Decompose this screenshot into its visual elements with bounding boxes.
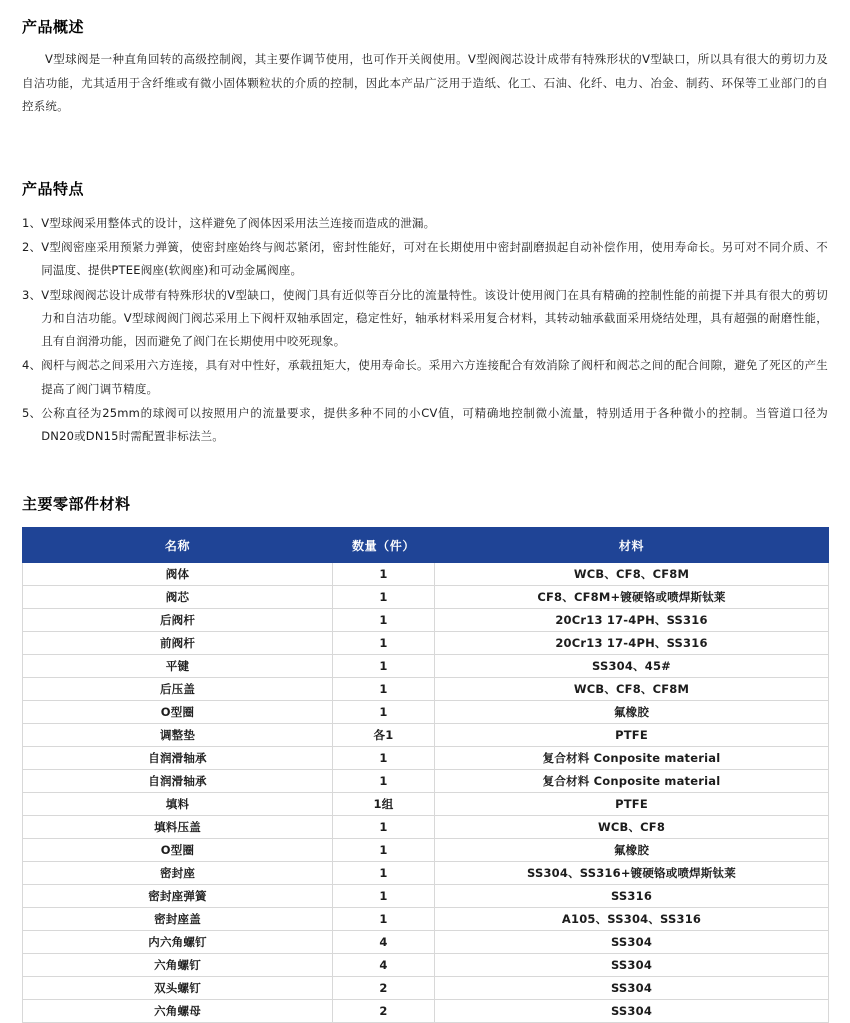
table-row [23, 931, 829, 954]
cell-part-name: 六角螺母 [23, 1000, 333, 1023]
cell-material: PTFE [435, 793, 829, 816]
cell-quantity: 1 [333, 701, 435, 724]
cell-part-name: 后阀杆 [23, 609, 333, 632]
cell-quantity: 4 [333, 954, 435, 977]
cell-part-name: O型圈 [23, 701, 333, 724]
cell-part-name: 密封座盖 [23, 908, 333, 931]
table-row [23, 609, 829, 632]
cell-quantity: 1 [333, 862, 435, 885]
cell-quantity: 各1 [333, 724, 435, 747]
table-row [23, 747, 829, 770]
cell-part-name: 六角螺钉 [23, 954, 333, 977]
table-header [23, 528, 829, 563]
cell-material: SS304、SS316+镀硬铬或喷焊斯钛莱 [435, 862, 829, 885]
cell-material: WCB、CF8、CF8M [435, 563, 829, 586]
feature-item [22, 402, 828, 448]
cell-material: SS316 [435, 885, 829, 908]
feature-text: 公称直径为25mm的球阀可以按照用户的流量要求，提供多种不同的小CV值，可精确地控制微小流量，特别适用于各种微小的控制。当管道口径为DN20或DN15时需配置非标法兰。 [41, 405, 828, 443]
cell-material: A105、SS304、SS316 [435, 908, 829, 931]
cell-part-name: 自润滑轴承 [23, 747, 333, 770]
cell-material: 复合材料 Conposite material [435, 747, 829, 770]
cell-part-name: 双头螺钉 [23, 977, 333, 1000]
column-header-quantity: 数量（件） [333, 528, 435, 563]
table-row [23, 954, 829, 977]
cell-quantity: 1 [333, 816, 435, 839]
cell-material: SS304 [435, 931, 829, 954]
cell-material: WCB、CF8 [435, 816, 829, 839]
cell-quantity: 1 [333, 586, 435, 609]
feature-item [22, 284, 828, 354]
feature-item [22, 236, 828, 282]
cell-quantity: 1 [333, 632, 435, 655]
cell-part-name: 后压盖 [23, 678, 333, 701]
product-features-section [22, 180, 828, 449]
product-overview-section [22, 18, 828, 119]
table-row [23, 793, 829, 816]
cell-part-name: 内六角螺钉 [23, 931, 333, 954]
parts-material-table [22, 527, 829, 1023]
cell-material: SS304 [435, 1000, 829, 1023]
table-row [23, 586, 829, 609]
cell-part-name: 阀芯 [23, 586, 333, 609]
cell-quantity: 1 [333, 770, 435, 793]
table-row [23, 701, 829, 724]
feature-item [22, 354, 828, 400]
cell-part-name: 调整垫 [23, 724, 333, 747]
feature-number: 5、 [22, 405, 42, 420]
cell-quantity: 1 [333, 609, 435, 632]
cell-quantity: 1 [333, 908, 435, 931]
overview-paragraph: V型球阀是一种直角回转的高级控制阀，其主要作调节使用，也可作开关阀使用。V型阀阀芯设计成带有特殊形状的V型缺口，所以具有很大的剪切力及自洁功能，尤其适用于含纤维或有微小固体颗粒状的介质的控制，因此本产品广泛用于造纸、化工、石油、化纤、电力、冶金、制药、环保等工业部门的自控系统。 [22, 52, 828, 114]
cell-material: 复合材料 Conposite material [435, 770, 829, 793]
features-heading: 产品特点 [22, 180, 85, 198]
parts-material-section [22, 495, 828, 1023]
cell-part-name: 阀体 [23, 563, 333, 586]
table-row [23, 908, 829, 931]
feature-text: V型阀密座采用预紧力弹簧，使密封座始终与阀芯紧闭，密封性能好，可对在长期使用中密封副磨损起自动补偿作用，使用寿命长。另可对不同介质、不同温度、提供PTEE阀座(软阀座)和可动金属阀座。 [41, 240, 828, 278]
cell-quantity: 2 [333, 1000, 435, 1023]
table-row [23, 770, 829, 793]
column-header-material: 材料 [435, 528, 829, 563]
cell-material: SS304 [435, 977, 829, 1000]
table-header-row [23, 528, 829, 563]
table-row [23, 563, 829, 586]
cell-material: 20Cr13 17-4PH、SS316 [435, 609, 829, 632]
cell-material: SS304、45# [435, 655, 829, 678]
cell-quantity: 1 [333, 885, 435, 908]
cell-material: 氟橡胶 [435, 839, 829, 862]
cell-part-name: 填料压盖 [23, 816, 333, 839]
cell-quantity: 4 [333, 931, 435, 954]
feature-text: V型球阀阀芯设计成带有特殊形状的V型缺口，使阀门具有近似等百分比的流量特性。该设计使用阀门在具有精确的控制性能的前提下并具有很大的剪切力和自洁功能。V型球阀阀门阀芯采用上下阀杆双轴承固定，稳定性好，轴承材料采用复合材料，其转动轴承截面采用烧结处理，具有超强的耐磨性能，且有自润滑功能，因而避免了阀门在长期使用中咬死现象。 [41, 287, 828, 349]
cell-material: 20Cr13 17-4PH、SS316 [435, 632, 829, 655]
feature-number: 2、 [22, 240, 42, 255]
cell-part-name: 密封座弹簧 [23, 885, 333, 908]
table-row [23, 977, 829, 1000]
table-row [23, 724, 829, 747]
cell-material: CF8、CF8M+镀硬铬或喷焊斯钛莱 [435, 586, 829, 609]
cell-material: SS304 [435, 954, 829, 977]
cell-part-name: 前阀杆 [23, 632, 333, 655]
cell-quantity: 1 [333, 839, 435, 862]
cell-quantity: 2 [333, 977, 435, 1000]
cell-quantity: 1 [333, 563, 435, 586]
feature-item [22, 212, 828, 235]
features-list [22, 212, 828, 448]
table-row [23, 632, 829, 655]
table-body [23, 563, 829, 1023]
cell-material: WCB、CF8、CF8M [435, 678, 829, 701]
overview-heading: 产品概述 [22, 18, 85, 36]
cell-part-name: 填料 [23, 793, 333, 816]
feature-number: 1、 [22, 216, 42, 230]
feature-text: V型球阀采用整体式的设计，这样避免了阀体因采用法兰连接而造成的泄漏。 [41, 216, 436, 230]
cell-quantity: 1 [333, 678, 435, 701]
table-row [23, 862, 829, 885]
table-row [23, 1000, 829, 1023]
cell-quantity: 1组 [333, 793, 435, 816]
cell-part-name: 自润滑轴承 [23, 770, 333, 793]
feature-text: 阀杆与阀芯之间采用六方连接，具有对中性好，承载扭矩大，使用寿命长。采用六方连接配合有效消除了阀杆和阀芯之间的配合间隙，避免了死区的产生提高了阀门调节精度。 [41, 358, 828, 396]
cell-material: PTFE [435, 724, 829, 747]
cell-part-name: 密封座 [23, 862, 333, 885]
feature-number: 4、 [22, 358, 42, 373]
table-row [23, 678, 829, 701]
table-row [23, 839, 829, 862]
table-row [23, 816, 829, 839]
cell-material: 氟橡胶 [435, 701, 829, 724]
parts-heading: 主要零部件材料 [22, 495, 131, 513]
cell-quantity: 1 [333, 655, 435, 678]
table-row [23, 655, 829, 678]
cell-part-name: 平键 [23, 655, 333, 678]
column-header-name: 名称 [23, 528, 333, 563]
table-row [23, 885, 829, 908]
cell-part-name: O型圈 [23, 839, 333, 862]
cell-quantity: 1 [333, 747, 435, 770]
feature-number: 3、 [22, 287, 42, 302]
